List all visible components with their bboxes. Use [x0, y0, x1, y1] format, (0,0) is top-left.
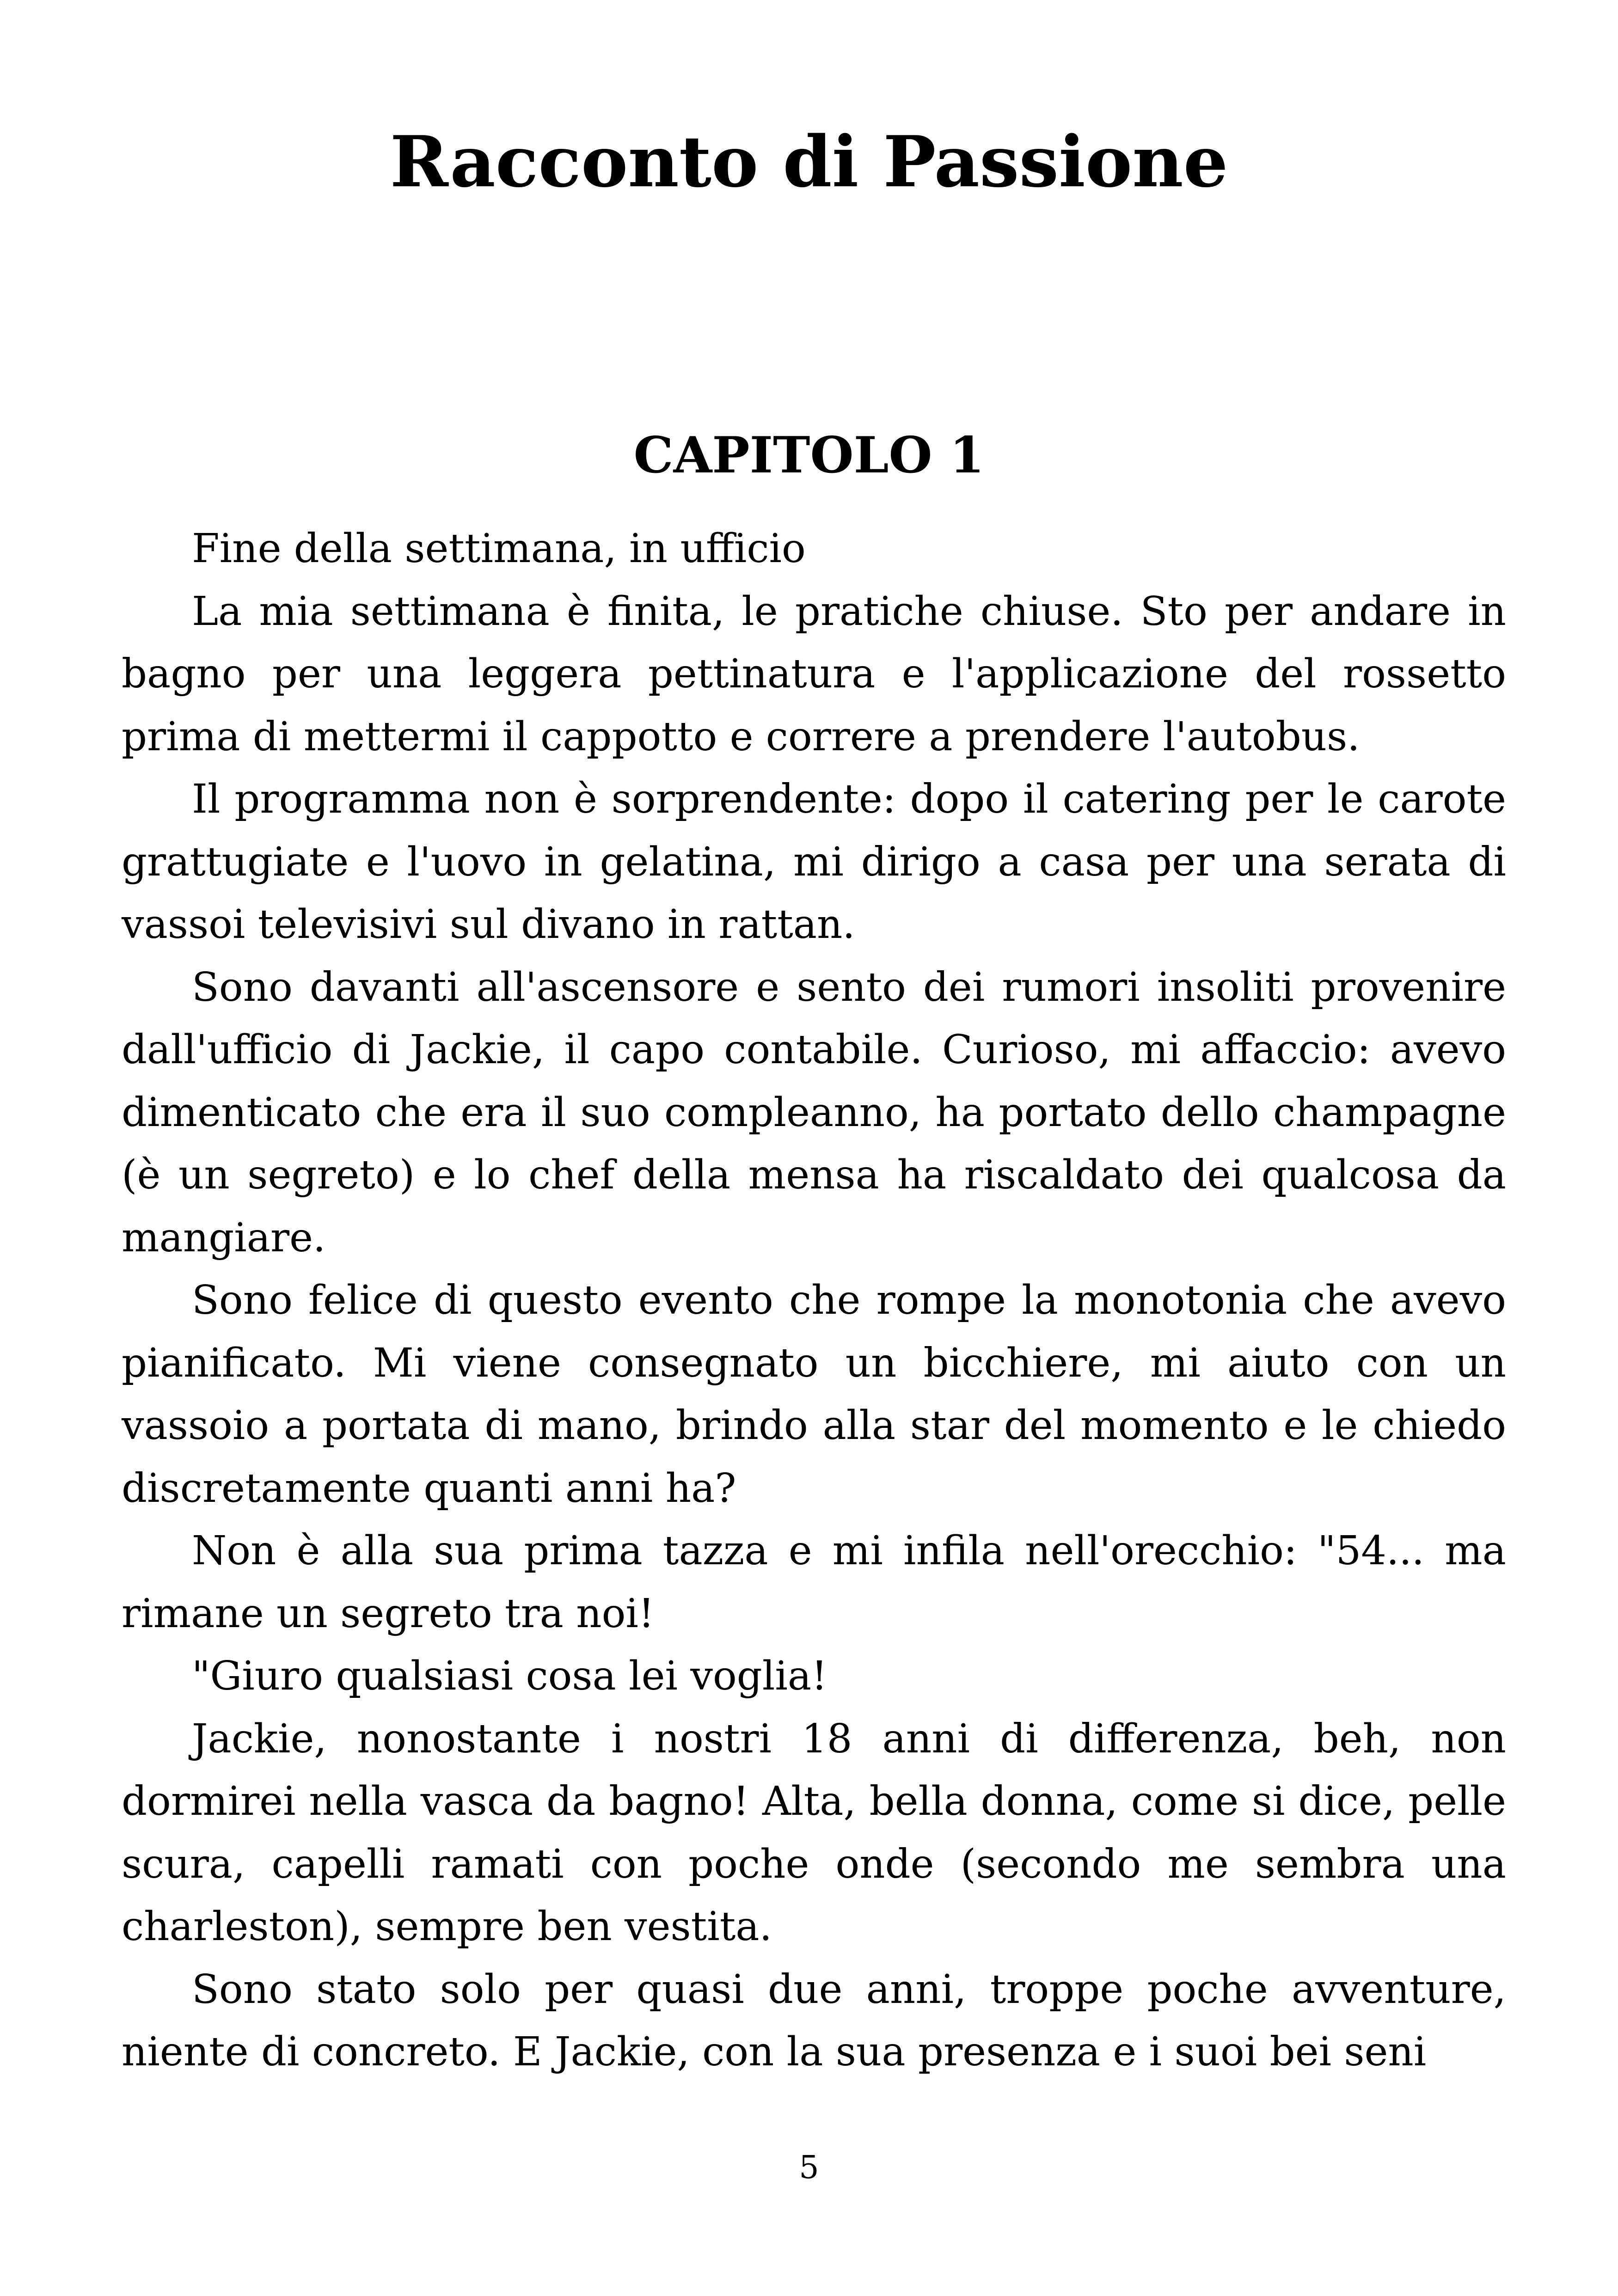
- paragraph: Fine della settimana, in ufficio: [192, 526, 806, 572]
- page-number: 5: [799, 2149, 819, 2186]
- paragraph: Il programma non è sorprendente: dopo il catering per le carote grattugiate e l'uovo in gelatina, mi dirigo a casa per una serata di vassoi televisivi sul divano in rattan.: [122, 776, 1506, 948]
- paragraph: Jackie, nonostante i nostri 18 anni di differenza, beh, non dormirei nella vasca da bagno! Alta, bella donna, come si dice, pelle scura, capelli ramati con poche onde (secondo me sembra una charleston), sempre ben vestita.: [122, 1715, 1506, 1950]
- paragraph: Non è alla sua prima tazza e mi infila nell'orecchio: "54... ma rimane un segreto tra noi!: [122, 1528, 1506, 1637]
- paragraph: Sono davanti all'ascensore e sento dei rumori insoliti provenire dall'ufficio di Jackie, il capo contabile. Curioso, mi affaccio: avevo dimenticato che era il suo compleanno, ha portato dello champagne (è un segreto) e lo chef della mensa ha riscaldato dei qualcosa da mangiare.: [122, 964, 1506, 1261]
- paragraph: "Giuro qualsiasi cosa lei voglia!: [192, 1653, 827, 1699]
- chapter-body: [122, 518, 1506, 2084]
- book-title: Racconto di Passione: [390, 120, 1228, 203]
- chapter-title: CAPITOLO 1: [633, 426, 985, 484]
- paragraph: Sono stato solo per quasi due anni, troppe poche avventure, niente di concreto. E Jackie, con la sua presenza e i suoi bei seni: [122, 1966, 1506, 2075]
- paragraph: Sono felice di questo evento che rompe la monotonia che avevo pianificato. Mi viene consegnato un bicchiere, mi aiuto con un vassoio a portata di mano, brindo alla star del momento e le chiedo discretamente quanti anni ha?: [122, 1277, 1506, 1512]
- paragraph: La mia settimana è finita, le pratiche chiuse. Sto per andare in bagno per una leggera pettinatura e l'applicazione del rossetto prima di mettermi il cappotto e correre a prendere l'autobus.: [122, 588, 1506, 760]
